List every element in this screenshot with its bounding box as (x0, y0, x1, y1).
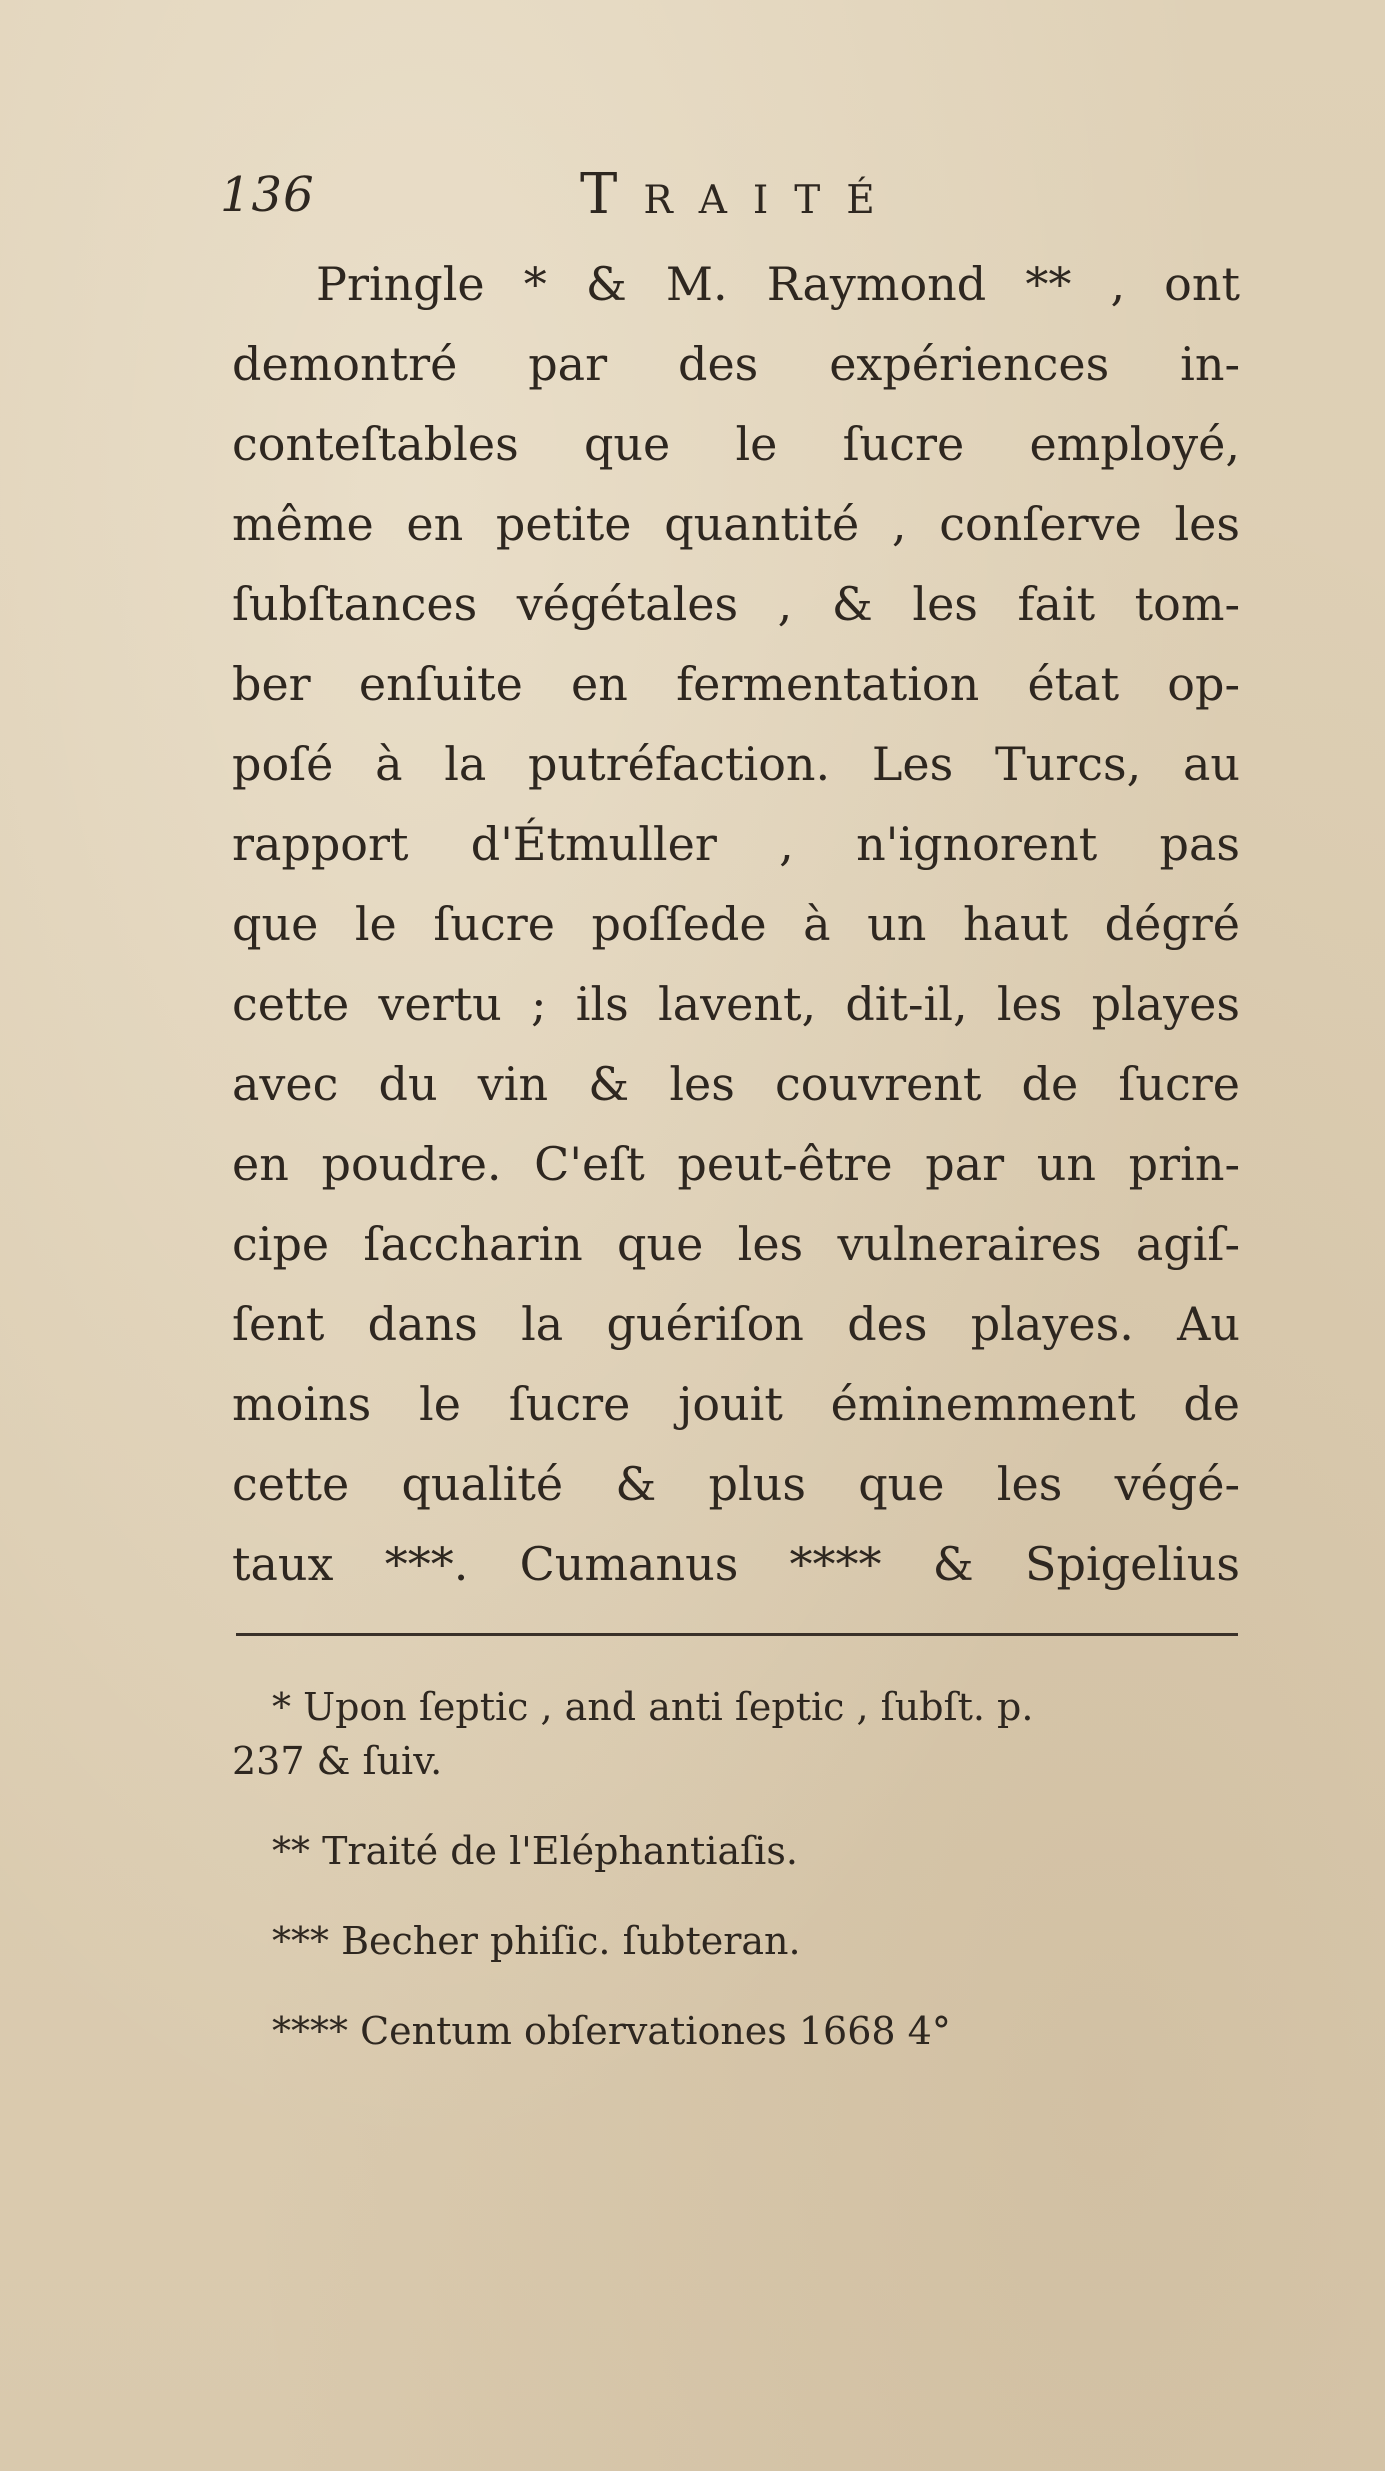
footnote-1 (232, 1680, 1240, 1788)
footnote-line: 237 & ſuiv. (232, 1739, 443, 1783)
text-line: même en petite quantité , conſerve les (232, 497, 1240, 551)
text-line: ber enſuite en fermentation état op- (232, 657, 1240, 711)
text-line: cette qualité & plus que les végé- (232, 1457, 1240, 1511)
footnote-line: * Upon ſeptic , and anti ſeptic , ſubſt. p. (272, 1685, 1034, 1729)
footnotes (232, 1680, 1240, 2058)
page-number: 136 (220, 167, 315, 223)
footnote-line: *** Becher phiſic. ſubteran. (272, 1919, 801, 1963)
footnote-2 (232, 1824, 1240, 1878)
footnote-line: ** Traité de l'Eléphantiaſis. (272, 1829, 798, 1873)
main-text (232, 244, 1240, 1604)
text-line: avec du vin & les couvrent de ſucre (232, 1057, 1240, 1111)
text-line: ſubſtances végétales , & les fait tom- (232, 577, 1240, 631)
footnote-3 (232, 1914, 1240, 1968)
text-line: cette vertu ; ils lavent, dit-il, les playes (232, 977, 1240, 1031)
footnote-4 (232, 2004, 1240, 2058)
footnote-line: **** Centum obſervationes 1668 4° (272, 2009, 951, 2053)
text-line: que le ſucre poſſede à un haut dégré (232, 897, 1240, 951)
text-line: rapport d'Étmuller , n'ignorent pas (232, 817, 1240, 871)
text-line: poſé à la putréfaction. Les Turcs, au (232, 737, 1240, 791)
text-line: moins le ſucre jouit éminemment de (232, 1377, 1240, 1431)
text-line: demontré par des expériences in- (232, 337, 1240, 391)
running-title: Traité (580, 162, 901, 227)
text-line: conteſtables que le ſucre employé, (232, 417, 1240, 471)
text-line: Pringle * & M. Raymond ** , ont (316, 257, 1240, 311)
text-line: en poudre. C'eſt peut-être par un prin- (232, 1137, 1240, 1191)
text-line: ſent dans la guériſon des playes. Au (232, 1297, 1240, 1351)
footnote-divider (236, 1633, 1238, 1636)
text-line: taux ***. Cumanus **** & Spigelius (232, 1537, 1240, 1591)
text-line: cipe ſaccharin que les vulneraires agiſ- (232, 1217, 1240, 1271)
page-header (220, 160, 1120, 230)
